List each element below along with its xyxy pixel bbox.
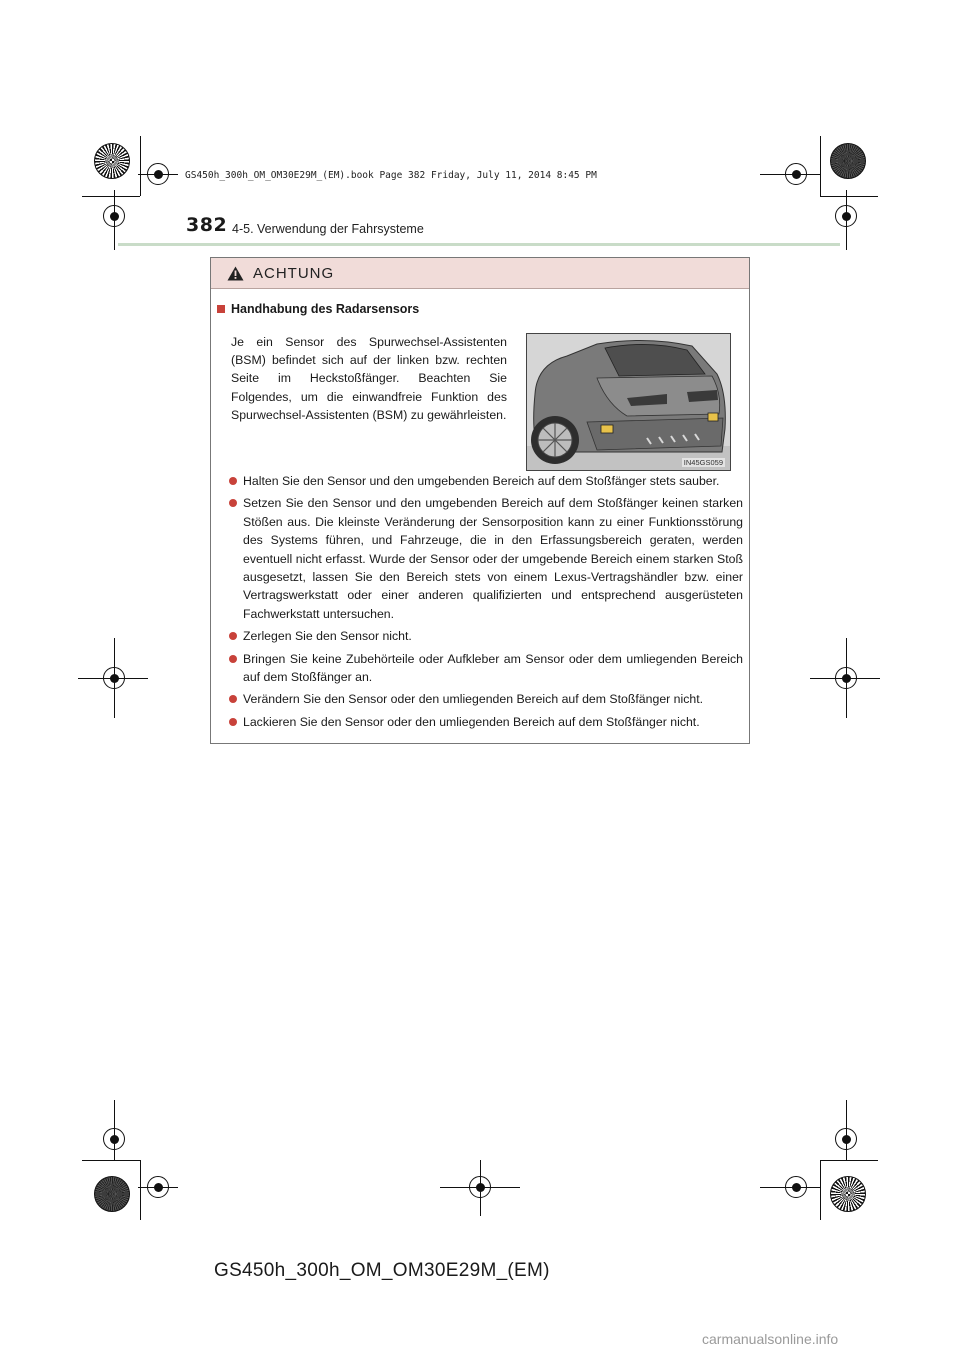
warning-box (210, 257, 750, 744)
header-rule (118, 243, 840, 246)
crop-mark (78, 678, 148, 679)
square-bullet-icon (217, 305, 225, 313)
crop-mark (82, 1160, 140, 1161)
warning-header (211, 258, 749, 289)
car-rear-illustration (526, 333, 731, 471)
crop-mark (846, 190, 847, 250)
subheading (217, 302, 419, 316)
document-footer: GS450h_300h_OM_OM30E29M_(EM) (214, 1260, 550, 1281)
print-rosette-icon (94, 143, 130, 179)
crop-mark (480, 1160, 481, 1216)
crop-mark (846, 1100, 847, 1160)
list-item: Lackieren Sie den Sensor oder den umliegenden Bereich auf dem Stoßfänger nicht. (229, 713, 743, 731)
list-item: Verändern Sie den Sensor oder den umliegenden Bereich auf dem Stoßfänger nicht. (229, 690, 743, 708)
crop-mark (114, 190, 115, 250)
bullet-dot-icon (229, 632, 237, 640)
print-info: GS450h_300h_OM_OM30E29M_(EM).book Page 382 Friday, July 11, 2014 8:45 PM (185, 170, 597, 181)
crop-mark (760, 1187, 820, 1188)
crop-mark (140, 136, 141, 196)
list-item: Halten Sie den Sensor und den umgebenden Bereich auf dem Stoßfänger stets sauber. (229, 472, 743, 490)
crop-mark (810, 678, 880, 679)
crop-mark (760, 174, 820, 175)
warning-title: ACHTUNG (253, 264, 335, 282)
print-rosette-icon (830, 1176, 866, 1212)
bullet-dot-icon (229, 655, 237, 663)
bullet-dot-icon (229, 695, 237, 703)
warning-bullet-list (229, 472, 743, 735)
car-rear-image (527, 334, 731, 471)
section-title: 4-5. Verwendung der Fahrsysteme (232, 222, 424, 236)
crop-mark (114, 1100, 115, 1160)
intro-paragraph: Je ein Sensor des Spurwechsel-Assistenten (BSM) befindet sich auf der linken bzw. rechten Seite im Heckstoßfänger. Beachten Sie Folgendes, um die einwandfreie Funktion des Spurwechsel-Assistenten (BSM) zu gewährleisten. (231, 335, 507, 422)
crop-mark (138, 1187, 178, 1188)
crop-mark (138, 174, 178, 175)
crop-mark (820, 1160, 821, 1220)
bullet-dot-icon (229, 499, 237, 507)
warning-triangle-icon (227, 266, 244, 281)
watermark: carmanualsonline.info (702, 1331, 839, 1347)
bullet-dot-icon (229, 718, 237, 726)
bullet-dot-icon (229, 477, 237, 485)
list-item: Zerlegen Sie den Sensor nicht. (229, 627, 743, 645)
crop-mark (820, 136, 821, 196)
page-number: 382 (186, 214, 228, 236)
list-item: Setzen Sie den Sensor und den umgebenden Bereich auf dem Stoßfänger keinen starken Stößen aus. Die kleinste Veränderung der Sensorposition kann zu einer Funktionsstörung des Systems führen, und Fahrzeuge, die in den Erfassungsbereich geraten, werden eventuell nicht erfasst. Wurde der Sensor oder der umgebende Bereich einem starken Stoß ausgesetzt, lassen Sie den Bereich stets von einem Lexus-Vertragshändler bzw. einer Vertragswerkstatt oder einer anderen qualifizierten und entsprechend ausgerüsteten Fachwerkstatt untersuchen. (229, 494, 743, 623)
subheading-text: Handhabung des Radarsensors (231, 302, 420, 316)
crop-mark (82, 196, 140, 197)
list-item: Bringen Sie keine Zubehörteile oder Aufkleber am Sensor oder dem umliegenden Bereich auf dem Stoßfänger an. (229, 650, 743, 687)
print-rosette-icon (94, 1176, 130, 1212)
crop-mark (820, 1160, 878, 1161)
print-rosette-icon (830, 143, 866, 179)
crop-mark (140, 1160, 141, 1220)
figure-code: IN45GS059 (683, 458, 723, 467)
crop-mark (820, 196, 878, 197)
